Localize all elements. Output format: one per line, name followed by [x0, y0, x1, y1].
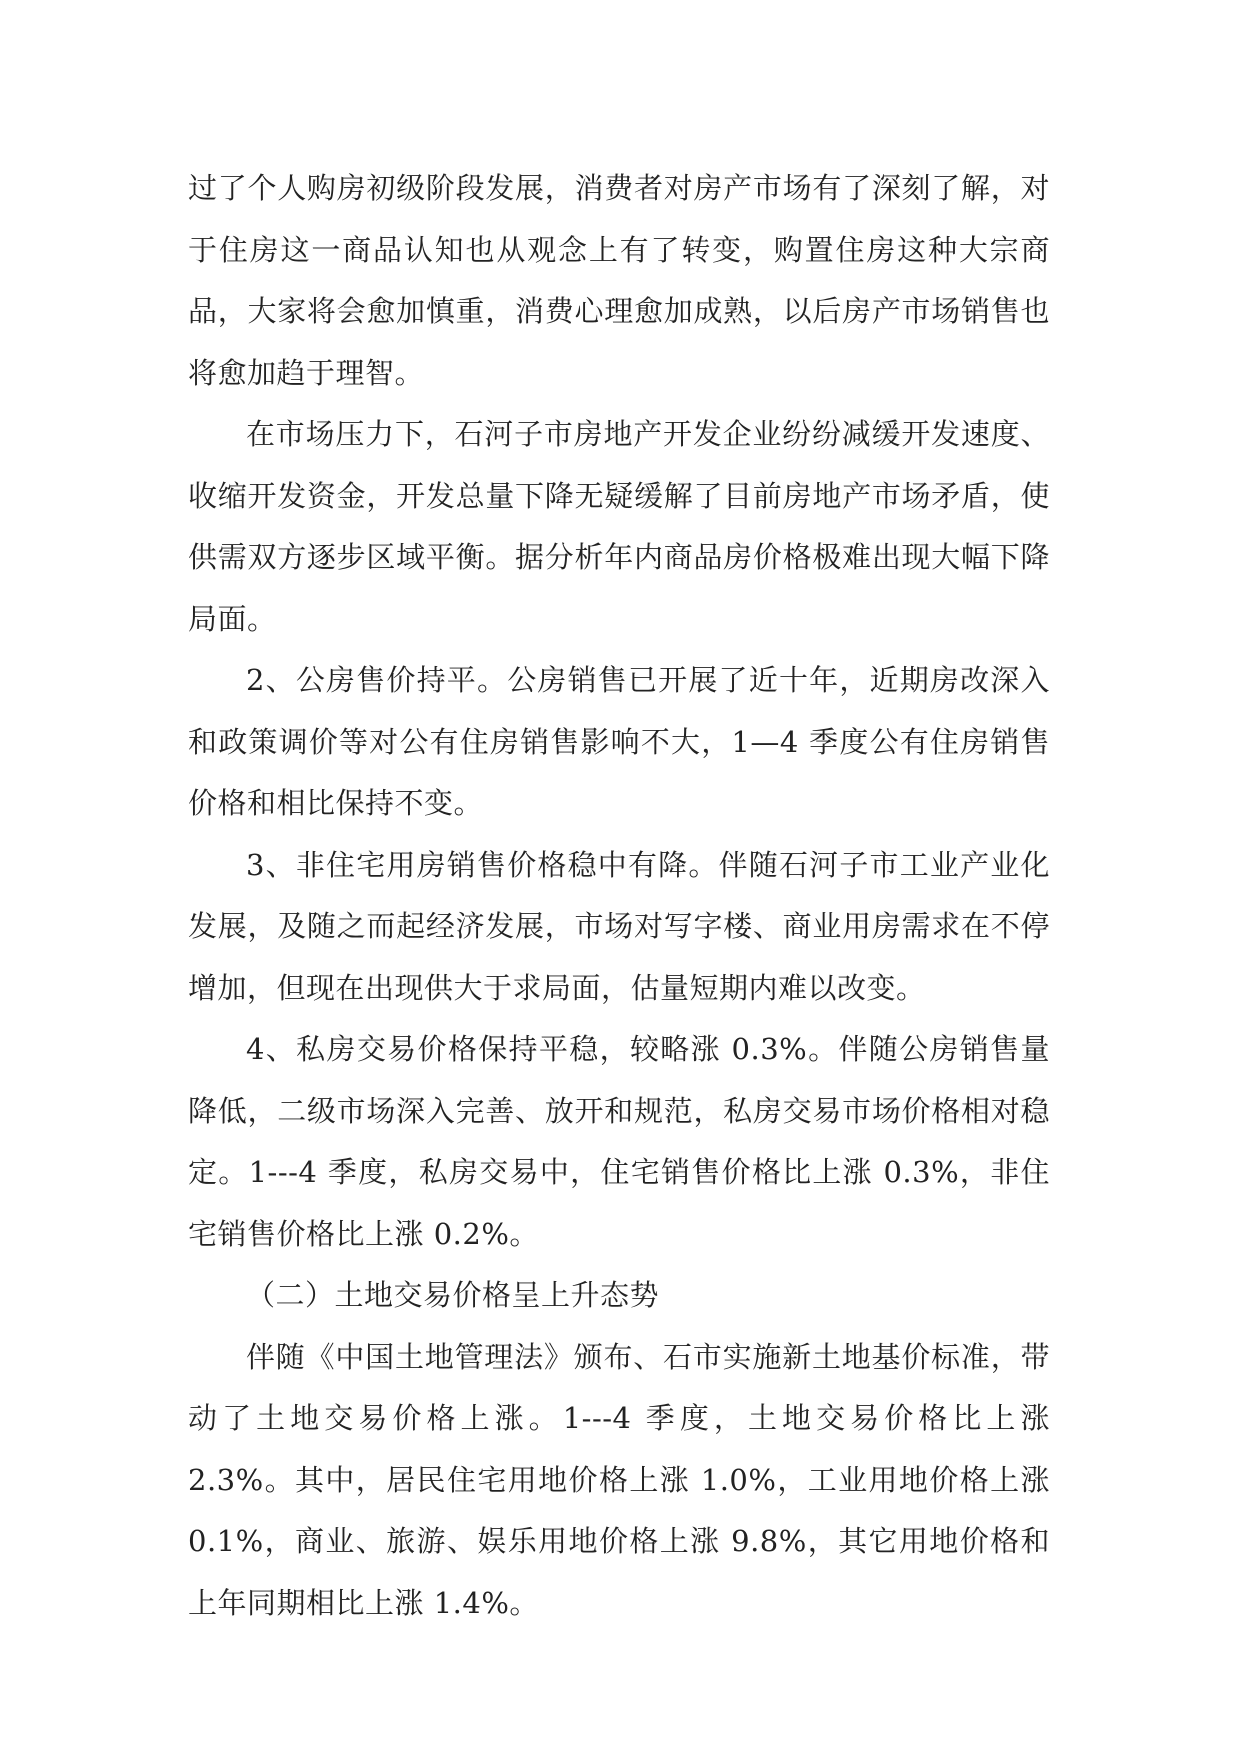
- paragraph-public-housing-price: 2、公房售价持平。公房销售已开展了近十年，近期房改深入和政策调价等对公有住房销售影响不大，1—4 季度公有住房销售价格和相比保持不变。: [188, 663, 1050, 820]
- section-heading-land-price: （二）土地交易价格呈上升态势: [246, 1278, 660, 1312]
- paragraph-continuation: 过了个人购房初级阶段发展，消费者对房产市场有了深刻了解，对于住房这一商品认知也从观念上有了转变，购置住房这种大宗商品，大家将会愈加慎重，消费心理愈加成熟，以后房产市场销售也将愈加趋于理智。: [188, 171, 1050, 390]
- paragraph-market-pressure: 在市场压力下，石河子市房地产开发企业纷纷减缓开发速度、收缩开发资金，开发总量下降无疑缓解了目前房地产市场矛盾，使供需双方逐步区域平衡。据分析年内商品房价格极难出现大幅下降局面。: [188, 417, 1050, 636]
- document-body: [188, 158, 1050, 1634]
- paragraph-land-price: 伴随《中国土地管理法》颁布、石市实施新土地基价标准，带动了土地交易价格上涨。1---4 季度，土地交易价格比上涨 2.3%。其中，居民住宅用地价格上涨 1.0%，工业用地价格上涨 0.1%，商业、旅游、娱乐用地价格上涨 9.8%，其它用地价格和上年同期相比上涨 1.4%。: [188, 1339, 1050, 1620]
- paragraph-non-residential-price: 3、非住宅用房销售价格稳中有降。伴随石河子市工业产业化发展，及随之而起经济发展，市场对写字楼、商业用房需求在不停增加，但现在出现供大于求局面，估量短期内难以改变。: [188, 847, 1050, 1005]
- paragraph-private-housing-price: 4、私房交易价格保持平稳，较略涨 0.3%。伴随公房销售量降低，二级市场深入完善、放开和规范，私房交易市场价格相对稳定。1---4 季度，私房交易中，住宅销售价格比上涨 0.3%，非住宅销售价格比上涨 0.2%。: [188, 1032, 1050, 1251]
